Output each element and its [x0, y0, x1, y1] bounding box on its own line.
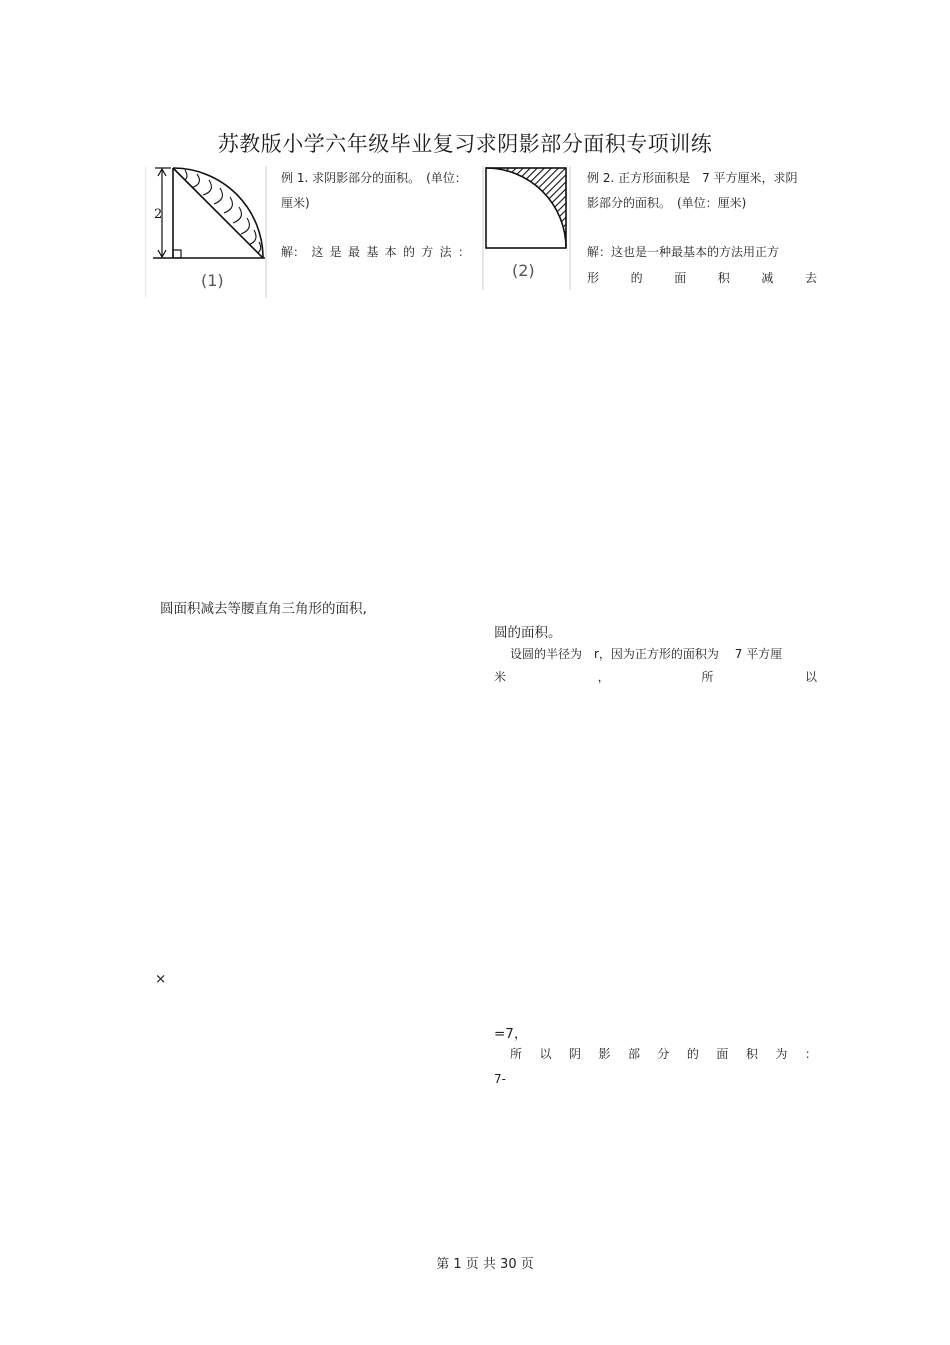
text-char: ： — [804, 1047, 817, 1061]
multiplication-sign: × — [155, 971, 167, 987]
figure-1-caption: (1) — [201, 271, 224, 290]
solution-prefix: 解： — [281, 245, 306, 259]
example-2-circle-area: 圆的面积。 — [494, 625, 562, 641]
text-char: 部 — [627, 1047, 640, 1061]
example-1-line-1: 例 1. 求阴影部分的面积。 (单位： — [281, 171, 467, 185]
text-char: 阴 — [568, 1047, 581, 1061]
solution-char: 方 — [421, 245, 434, 259]
example-1-solution — [281, 244, 470, 260]
solution-char: 的 — [630, 271, 643, 285]
solution-char: 积 — [717, 271, 730, 285]
text-char: 所 — [510, 1047, 523, 1061]
solution-char: 法 — [439, 245, 452, 259]
figure-2-caption: (2) — [512, 261, 535, 280]
text-char: 所 — [701, 670, 714, 684]
solution-char: ： — [457, 245, 470, 259]
example-2-solution-line-1: 解：这也是一种最基本的方法用正方 — [587, 245, 780, 259]
text-char: ， — [597, 670, 610, 684]
solution-char: 减 — [761, 271, 774, 285]
example-2-line-1: 例 2. 正方形面积是 7 平方厘米，求阴 — [587, 171, 798, 185]
text-char: 以 — [539, 1047, 552, 1061]
solution-char: 这 — [311, 245, 324, 259]
solution-char: 本 — [384, 245, 397, 259]
figure-1 — [145, 166, 267, 298]
example-2-solution-line-2 — [587, 270, 817, 286]
solution-char: 面 — [674, 271, 687, 285]
solution-char: 是 — [329, 245, 342, 259]
example-2-line-2: 影部分的面积。 (单位：厘米) — [587, 196, 747, 210]
text-char: 积 — [745, 1047, 758, 1061]
text-char: 影 — [598, 1047, 611, 1061]
figure-2 — [482, 166, 572, 290]
solution-char: 基 — [366, 245, 379, 259]
example-2-radius-line-2 — [494, 669, 817, 685]
example-1-line-2: 厘米) — [281, 196, 310, 210]
solution-char: 最 — [347, 245, 360, 259]
text-char: 的 — [686, 1047, 699, 1061]
quarter-circle-triangle-diagram — [145, 166, 267, 298]
page-title: 苏教版小学六年级毕业复习求阴影部分面积专项训练 — [217, 132, 713, 156]
solution-char: 去 — [804, 271, 817, 285]
text-char: 面 — [716, 1047, 729, 1061]
solution-char: 形 — [587, 271, 600, 285]
solution-char: 的 — [402, 245, 415, 259]
page-footer: 第 1 页 共 30 页 — [436, 1257, 534, 1272]
side-length-label: 2 — [154, 207, 163, 222]
text-char: 分 — [657, 1047, 670, 1061]
example-2-equals: =7， — [494, 1026, 528, 1042]
example-2-radius-line: 设圆的半径为 r，因为正方形的面积为 7 平方厘 — [510, 647, 783, 661]
example-2-answer-line — [510, 1046, 817, 1062]
example-2-answer-value: 7- — [494, 1072, 506, 1086]
text-char: 米 — [494, 670, 507, 684]
square-quarter-circle-diagram — [482, 166, 572, 290]
example-1-continuation: 圆面积减去等腰直角三角形的面积, — [160, 601, 367, 617]
text-char: 为 — [775, 1047, 788, 1061]
text-char: 以 — [804, 670, 817, 684]
